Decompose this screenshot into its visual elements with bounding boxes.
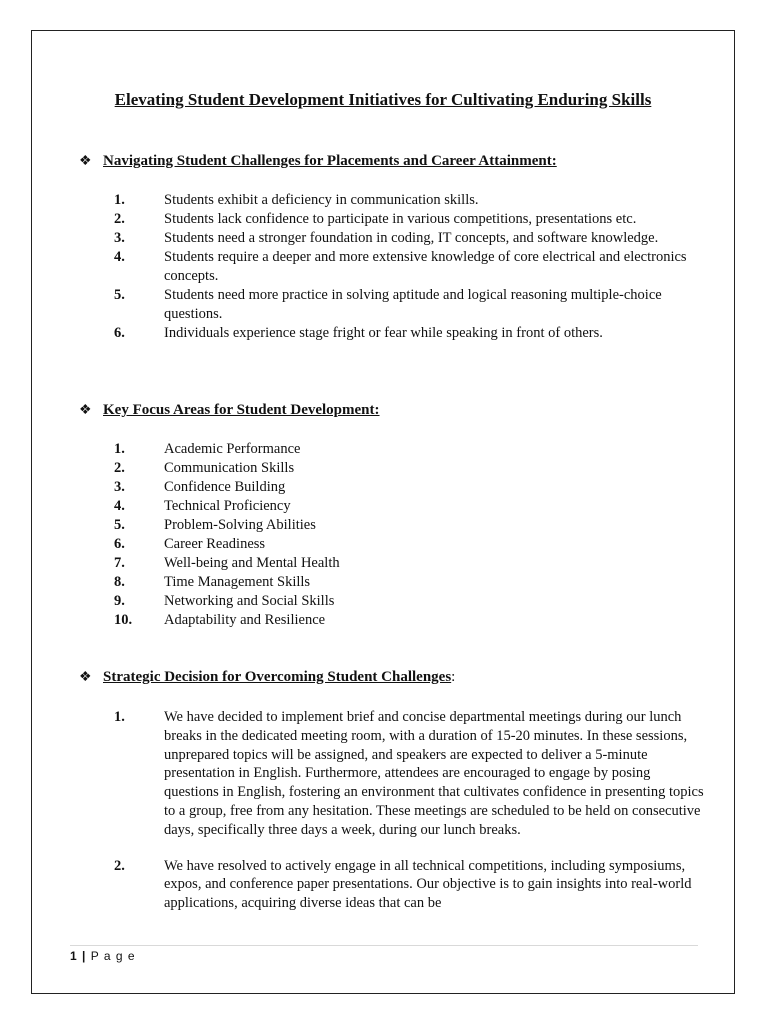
diamond-bullet-icon: ❖ <box>79 670 92 685</box>
section-heading-challenges <box>79 151 557 172</box>
list-item: 6. Individuals experience stage fright or fear while speaking in front of others. <box>114 325 603 341</box>
document-page <box>31 30 735 994</box>
section-heading-focus-areas <box>79 400 380 421</box>
diamond-bullet-icon: ❖ <box>79 403 92 418</box>
focus-areas-list <box>114 440 699 630</box>
section-heading-text: Key Focus Areas for Student Development: <box>103 402 380 418</box>
section-heading-strategic-decision <box>79 667 455 688</box>
list-item: 4. Technical Proficiency <box>114 498 291 514</box>
document-title: Elevating Student Development Initiatives for Cultivating Enduring Skills <box>114 90 652 109</box>
list-item: 3. Students need a stronger foundation in coding, IT concepts, and software knowledge. <box>114 230 659 246</box>
list-item: 2. Communication Skills <box>114 460 295 476</box>
list-item: 1. Academic Performance <box>114 441 301 457</box>
list-item: 2. We have resolved to actively engage in all technical competitions, including symposiums, expos, and conference paper presentations. Our objective is to gain insights into real-world applications, acquiring diverse ideas that can be <box>114 857 692 912</box>
strategy-list <box>114 708 704 930</box>
list-item: 3. Confidence Building <box>114 479 286 495</box>
list-item: 1. We have decided to implement brief and concise departmental meetings during our lunch breaks in the dedicated meeting room, with a duration of 15-20 minutes. In these sessions, unprepared topics will be assigned, and speakers are expected to deliver a 5-minute presentation in English. Furthermore, attendees are encouraged to engage by posing questions in English, fostering an environment that cultivates confidence in presenting topics to a group, free from any hesitation. These meetings are scheduled to be held on consecutive days, specifically three days a week, during our lunch breaks. <box>114 709 704 838</box>
section-heading-colon: : <box>451 669 456 685</box>
list-item: 5. Students need more practice in solving aptitude and logical reasoning multiple-choice questions. <box>114 287 662 322</box>
section-heading-text: Strategic Decision for Overcoming Student Challenges <box>103 669 452 685</box>
page-number: 1 <box>70 949 78 963</box>
page-footer <box>70 948 136 964</box>
list-item: 8. Time Management Skills <box>114 574 311 590</box>
list-item: 2. Students lack confidence to participate in various competitions, presentations etc. <box>114 211 637 227</box>
list-item: 1. Students exhibit a deficiency in communication skills. <box>114 192 479 208</box>
challenges-list <box>114 191 699 343</box>
list-item: 7. Well-being and Mental Health <box>114 555 340 571</box>
list-item: 9. Networking and Social Skills <box>114 593 335 609</box>
footer-divider <box>70 945 698 946</box>
list-item: 10. Adaptability and Resilience <box>114 612 326 628</box>
section-heading-text: Navigating Student Challenges for Placements and Career Attainment: <box>103 153 557 169</box>
page-separator: | <box>82 949 87 963</box>
list-item: 4. Students require a deeper and more extensive knowledge of core electrical and electronics concepts. <box>114 249 687 284</box>
diamond-bullet-icon: ❖ <box>79 154 92 169</box>
list-item: 6. Career Readiness <box>114 536 266 552</box>
list-item: 5. Problem-Solving Abilities <box>114 517 316 533</box>
page-label: P a g e <box>90 949 136 963</box>
